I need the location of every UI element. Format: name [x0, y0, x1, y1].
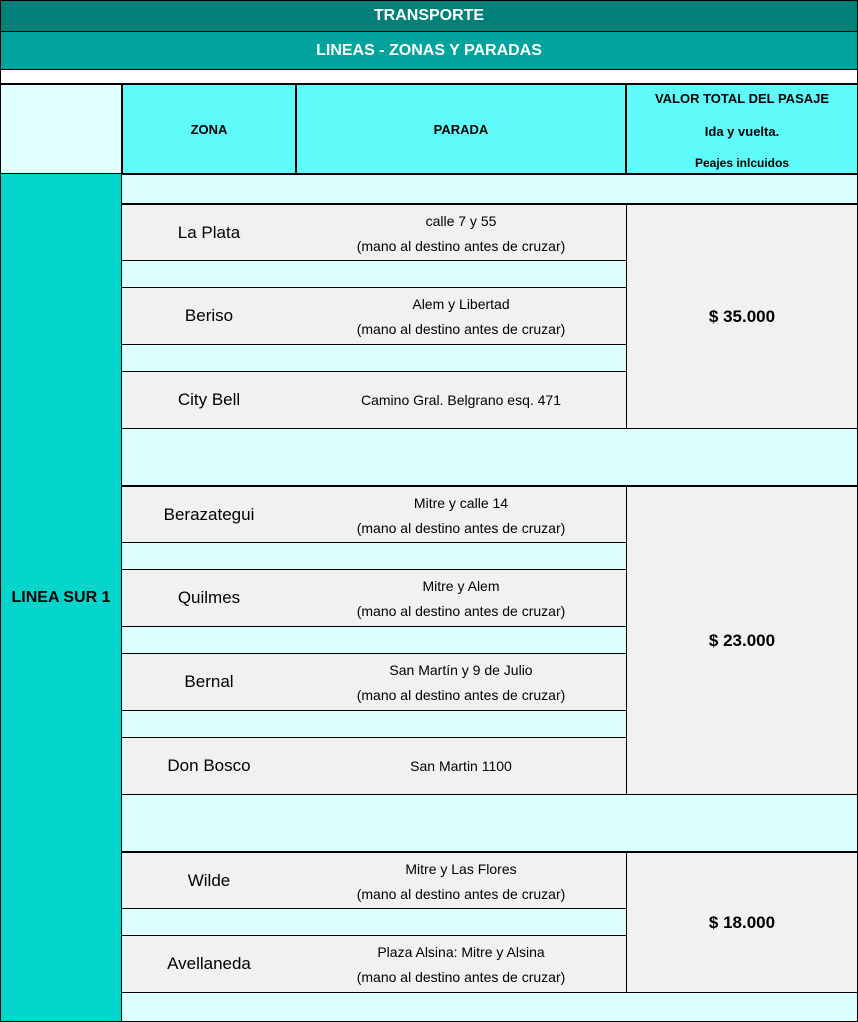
- separator-row: [122, 260, 626, 288]
- parada-cell: [296, 570, 626, 626]
- parada-cell: [296, 936, 626, 992]
- parada-address: San Martín y 9 de Julio: [389, 661, 533, 678]
- zona-cell: Bernal: [184, 672, 234, 691]
- parada-cell: [296, 487, 626, 543]
- parada-cell: [296, 372, 626, 428]
- parada-address: Mitre y Las Flores: [405, 860, 517, 877]
- header-blank-cell: [0, 84, 122, 174]
- header-valor-peajes: Peajes inlcuidos: [694, 156, 790, 170]
- parada-address: Alem y Libertad: [412, 295, 510, 312]
- parada-note: (mano al destino antes de cruzar): [356, 320, 566, 337]
- parada-cell: [296, 205, 626, 261]
- header-zona: ZONA: [122, 84, 296, 174]
- parada-address: Mitre y Alem: [422, 577, 500, 594]
- separator-row: [122, 428, 858, 486]
- table-row: [122, 205, 626, 261]
- parada-note: (mano al destino antes de cruzar): [356, 237, 566, 254]
- spacer-row: [0, 70, 858, 84]
- parada-cell: [296, 738, 626, 794]
- parada-address: Mitre y calle 14: [413, 494, 509, 511]
- parada-address: Camino Gral. Belgrano esq. 471: [361, 392, 561, 408]
- separator-row: [122, 710, 626, 738]
- separator-row: [122, 908, 626, 936]
- zona-cell: Berazategui: [163, 505, 255, 524]
- table-row: [122, 853, 626, 909]
- sheet-title: TRANSPORTE: [0, 0, 858, 32]
- header-valor-ida-vuelta: Ida y vuelta.: [704, 123, 780, 139]
- parada-note: (mano al destino antes de cruzar): [356, 885, 566, 902]
- header-parada: PARADA: [296, 84, 626, 174]
- zona-cell: Quilmes: [177, 588, 241, 607]
- table-row: [122, 372, 626, 428]
- parada-address: San Martin 1100: [410, 758, 512, 774]
- separator-row: [122, 794, 858, 852]
- table-row: [122, 936, 626, 992]
- table-row: [122, 570, 626, 626]
- zona-cell: City Bell: [177, 390, 241, 409]
- price-cell: $ 23.000: [626, 486, 858, 795]
- zona-cell: La Plata: [177, 223, 241, 242]
- price-cell: $ 18.000: [626, 852, 858, 993]
- header-valor: [626, 84, 858, 174]
- sheet-subtitle: LINEAS - ZONAS Y PARADAS: [0, 32, 858, 70]
- separator-row: [122, 174, 858, 204]
- table-row: [122, 288, 626, 344]
- separator-row: [122, 992, 858, 1022]
- parada-cell: [296, 853, 626, 909]
- table-row: [122, 738, 626, 794]
- separator-row: [122, 542, 626, 570]
- zona-cell: Wilde: [187, 871, 231, 890]
- zona-cell: Beriso: [184, 306, 234, 325]
- parada-cell: [296, 288, 626, 344]
- separator-row: [122, 344, 626, 372]
- zona-cell: Don Bosco: [167, 756, 251, 775]
- parada-note: (mano al destino antes de cruzar): [356, 602, 566, 619]
- parada-note: (mano al destino antes de cruzar): [356, 519, 566, 536]
- zona-cell: Avellaneda: [167, 954, 251, 973]
- header-valor-title: VALOR TOTAL DEL PASAJE: [654, 91, 830, 106]
- separator-row: [122, 626, 626, 654]
- parada-note: (mano al destino antes de cruzar): [356, 968, 566, 985]
- parada-note: (mano al destino antes de cruzar): [356, 686, 566, 703]
- parada-address: Plaza Alsina: Mitre y Alsina: [377, 943, 545, 960]
- table-row: [122, 487, 626, 543]
- price-cell: $ 35.000: [626, 204, 858, 429]
- parada-cell: [296, 654, 626, 710]
- line-name-cell: LINEA SUR 1: [0, 174, 122, 1022]
- table-row: [122, 654, 626, 710]
- parada-address: calle 7 y 55: [425, 212, 497, 229]
